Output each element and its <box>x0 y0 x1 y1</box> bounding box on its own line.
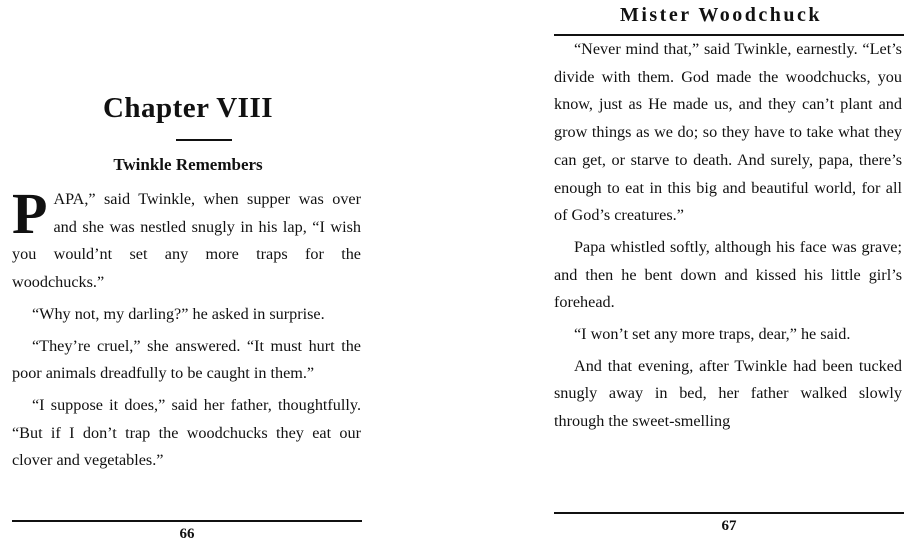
paragraph: “I won’t set any more traps, dear,” he said. <box>574 325 851 344</box>
opening-paragraph <box>12 181 361 297</box>
paragraph: “Why not, my darling?” he asked in surprise. <box>32 304 325 323</box>
page-number: 67 <box>721 518 737 534</box>
footer-rule <box>554 512 904 514</box>
page-number: 66 <box>179 526 195 542</box>
chapter-title: Chapter VIII <box>102 92 274 124</box>
running-head: Mister Woodchuck <box>619 4 823 26</box>
left-page-body <box>12 181 361 475</box>
paragraph: “I suppose it does,” said her father, thoughtfully. “But if I don’t trap the woodchucks they eat our clover and vegetables.” <box>12 395 361 470</box>
paragraph: “They’re cruel,” she answered. “It must hurt the poor animals dreadfully to be caught in them.” <box>12 336 361 383</box>
paragraph: “Never mind that,” said Twinkle, earnestly. “Let’s divide with them. God made the woodchucks, you know, just as He made us, and they can’t plant and grow things as we do; so they have to take what they can get, or starve to death. And surely, papa, there’s enough to eat in this big and beautiful world, for all of God’s creatures.” <box>554 40 902 225</box>
right-page-body <box>554 36 902 436</box>
opening-paragraph-text: APA,” said Twinkle, when supper was over and she was nestled snugly in his lap, “I wish you would’nt set any more traps for the woodchucks.” <box>12 190 361 292</box>
paragraph: And that evening, after Twinkle had been tucked snugly away in bed, her father walked slowly through the sweet-smelling <box>554 356 902 431</box>
footer-rule <box>12 520 362 522</box>
drop-cap: P <box>12 181 48 246</box>
chapter-title-rule <box>176 139 232 141</box>
paragraph: Papa whistled softly, although his face was grave; and then he bent down and kissed his little girl’s forehead. <box>554 237 902 312</box>
right-page <box>540 0 916 547</box>
section-title: Twinkle Remembers <box>113 155 263 174</box>
